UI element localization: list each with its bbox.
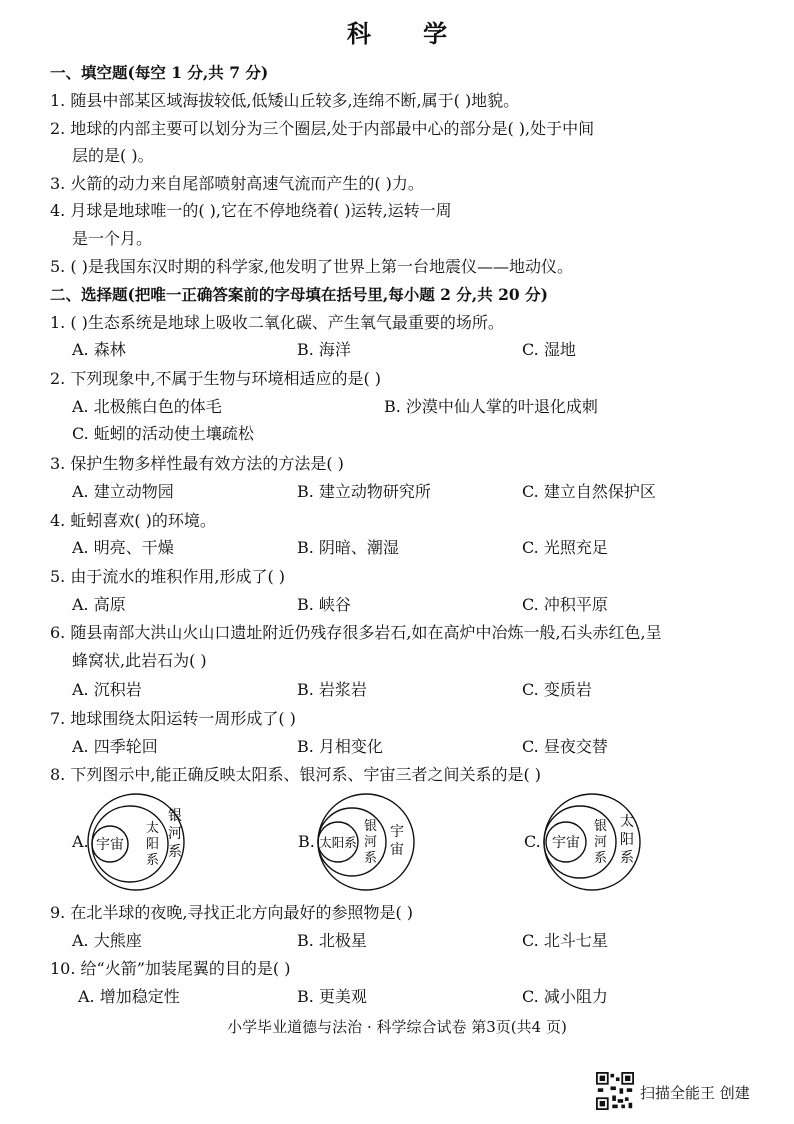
choice-3-b: B. 建立动物研究所 bbox=[297, 482, 431, 501]
svg-text:河: 河 bbox=[364, 835, 378, 850]
choice-7-c: C. 昼夜交替 bbox=[522, 737, 608, 756]
svg-text:系: 系 bbox=[364, 851, 378, 866]
choice-question-10: 10. 给“火箭”加装尾翼的目的是( ) bbox=[50, 959, 291, 978]
choice-10-a: A. 增加稳定性 bbox=[78, 987, 180, 1006]
svg-text:宇: 宇 bbox=[390, 824, 404, 840]
page-title: 科 学 bbox=[346, 19, 470, 48]
qr-code-icon bbox=[596, 1072, 634, 1110]
choice-6-c: C. 变质岩 bbox=[522, 680, 592, 699]
svg-text:银: 银 bbox=[594, 819, 608, 834]
choice-4-c: C. 光照充足 bbox=[522, 538, 608, 557]
diagram-b-inner: 太阳系 bbox=[319, 835, 357, 850]
choice-question-4: 4. 蚯蚓喜欢( )的环境。 bbox=[50, 511, 216, 530]
choice-1-a: A. 森林 bbox=[72, 340, 126, 359]
section1-heading: 一、填空题(每空 1 分,共 7 分) bbox=[50, 63, 269, 82]
choice-question-2: 2. 下列现象中,不属于生物与环境相适应的是( ) bbox=[50, 369, 382, 388]
page-footer: 小学毕业道德与法治 · 科学综合试卷 第3页(共4 页) bbox=[227, 1018, 567, 1036]
choice-1-b: B. 海洋 bbox=[297, 340, 351, 359]
choice-question-8: 8. 下列图示中,能正确反映太阳系、银河系、宇宙三者之间关系的是( ) bbox=[50, 765, 542, 784]
diagram-b bbox=[298, 792, 428, 892]
svg-text:系: 系 bbox=[146, 853, 160, 868]
svg-text:河: 河 bbox=[594, 835, 608, 850]
svg-text:太: 太 bbox=[620, 814, 634, 830]
choice-10-c: C. 减小阻力 bbox=[522, 987, 608, 1006]
diagram-b-circles bbox=[312, 792, 432, 892]
svg-text:阳: 阳 bbox=[146, 837, 160, 852]
fill-question-4-cont: 是一个月。 bbox=[72, 229, 153, 248]
fill-question-1: 1. 随县中部某区域海拔较低,低矮山丘较多,连绵不断,属于( )地貌。 bbox=[50, 91, 520, 110]
svg-text:系: 系 bbox=[168, 844, 182, 860]
choice-question-6: 6. 随县南部大洪山火山口遗址附近仍残存很多岩石,如在高炉中冶炼一般,石头赤红色,呈 bbox=[50, 623, 662, 642]
choice-1-c: C. 湿地 bbox=[522, 340, 576, 359]
choice-5-c: C. 冲积平原 bbox=[522, 595, 608, 614]
svg-text:银: 银 bbox=[364, 819, 378, 834]
diagram-a bbox=[72, 792, 192, 892]
diagram-a-circles bbox=[86, 792, 206, 892]
diagram-a-label: A. bbox=[72, 832, 89, 851]
svg-text:太: 太 bbox=[146, 821, 160, 836]
diagram-a-inner: 宇宙 bbox=[96, 837, 124, 853]
choice-2-a: A. 北极熊白色的体毛 bbox=[72, 397, 222, 416]
svg-text:河: 河 bbox=[168, 826, 182, 842]
choice-4-a: A. 明亮、干燥 bbox=[72, 538, 174, 557]
svg-text:阳: 阳 bbox=[620, 832, 634, 848]
choice-4-b: B. 阴暗、潮湿 bbox=[297, 538, 399, 557]
diagram-b-label: B. bbox=[298, 832, 315, 851]
svg-text:银: 银 bbox=[168, 808, 182, 824]
fill-question-2-cont: 层的是( )。 bbox=[72, 146, 154, 165]
choice-9-b: B. 北极星 bbox=[297, 931, 367, 950]
scanner-watermark: 扫描全能王 创建 bbox=[640, 1084, 750, 1102]
svg-text:系: 系 bbox=[620, 850, 634, 866]
choice-9-a: A. 大熊座 bbox=[72, 931, 142, 950]
choice-6-a: A. 沉积岩 bbox=[72, 680, 142, 699]
svg-text:宙: 宙 bbox=[390, 842, 404, 858]
choice-10-b: B. 更美观 bbox=[297, 987, 367, 1006]
choice-question-6-cont: 蜂窝状,此岩石为( ) bbox=[72, 651, 207, 670]
choice-5-a: A. 高原 bbox=[72, 595, 126, 614]
choice-question-1: 1. ( )生态系统是地球上吸收二氧化碳、产生氧气最重要的场所。 bbox=[50, 313, 504, 332]
fill-question-5: 5. ( )是我国东汉时期的科学家,他发明了世界上第一台地震仪——地动仪。 bbox=[50, 257, 574, 276]
choice-question-3: 3. 保护生物多样性最有效方法的方法是( ) bbox=[50, 454, 344, 473]
fill-question-3: 3. 火箭的动力来自尾部喷射高速气流而产生的( )力。 bbox=[50, 174, 424, 193]
svg-text:系: 系 bbox=[594, 851, 608, 866]
choice-7-b: B. 月相变化 bbox=[297, 737, 383, 756]
choice-5-b: B. 峡谷 bbox=[297, 595, 351, 614]
choice-2-b: B. 沙漠中仙人掌的叶退化成刺 bbox=[384, 397, 598, 416]
section2-heading: 二、选择题(把唯一正确答案前的字母填在括号里,每小题 2 分,共 20 分) bbox=[50, 285, 548, 304]
diagram-c bbox=[524, 792, 654, 892]
diagram-c-label: C. bbox=[524, 832, 541, 851]
choice-6-b: B. 岩浆岩 bbox=[297, 680, 367, 699]
choice-7-a: A. 四季轮回 bbox=[72, 737, 158, 756]
diagram-c-circles bbox=[538, 792, 658, 892]
choice-question-5: 5. 由于流水的堆积作用,形成了( ) bbox=[50, 567, 286, 586]
choice-9-c: C. 北斗七星 bbox=[522, 931, 608, 950]
fill-question-4: 4. 月球是地球唯一的( ),它在不停地绕着( )运转,运转一周 bbox=[50, 201, 452, 220]
fill-question-2: 2. 地球的内部主要可以划分为三个圈层,处于内部最中心的部分是( ),处于中间 bbox=[50, 119, 595, 138]
choice-3-c: C. 建立自然保护区 bbox=[522, 482, 656, 501]
diagram-c-inner: 宇宙 bbox=[552, 835, 580, 851]
choice-2-c: C. 蚯蚓的活动使土壤疏松 bbox=[72, 424, 254, 443]
choice-question-7: 7. 地球围绕太阳运转一周形成了( ) bbox=[50, 709, 296, 728]
choice-question-9: 9. 在北半球的夜晚,寻找正北方向最好的参照物是( ) bbox=[50, 903, 414, 922]
choice-3-a: A. 建立动物园 bbox=[72, 482, 174, 501]
